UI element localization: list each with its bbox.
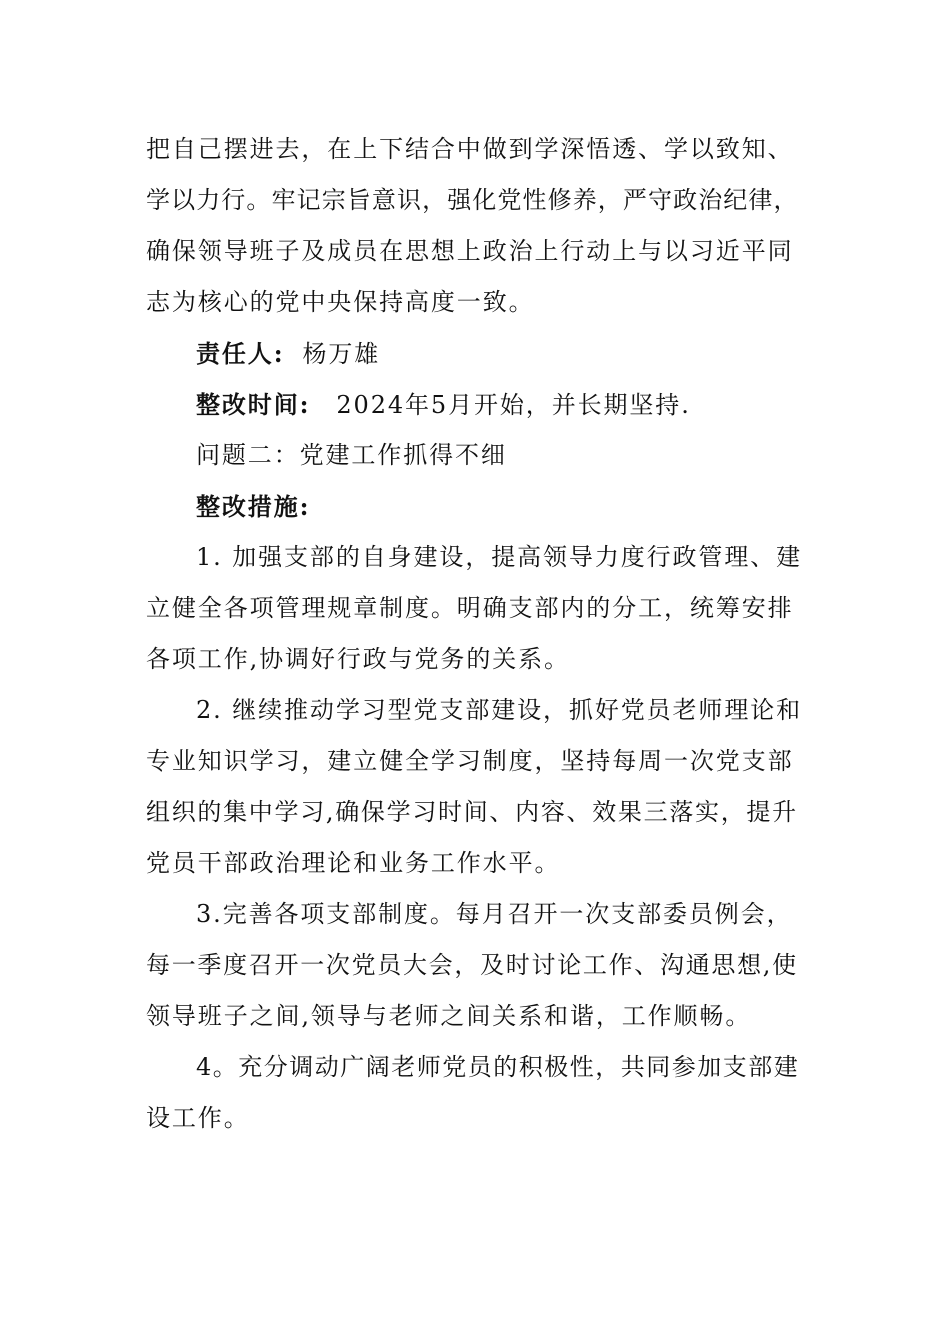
measure-1-line: 立健全各项管理规章制度。明确支部内的分工，统筹安排	[146, 594, 794, 622]
measure-3-line: 3.完善各项支部制度。每月召开一次支部委员例会，	[196, 900, 793, 928]
paragraph-line: 学以力行。牢记宗旨意识，强化党性修养，严守政治纪律，	[146, 186, 799, 214]
responsible-person-line	[146, 328, 802, 379]
paragraph-line: 志为核心的党中央保持高度一致。	[146, 288, 535, 316]
measure-2-line: 党员干部政治理论和业务工作水平。	[146, 849, 561, 877]
measure-4-line: 设工作。	[146, 1104, 250, 1132]
rectify-time-value: 2024年5月开始，并长期坚持.	[336, 391, 691, 419]
problem-two-heading: 问题二：党建工作抓得不细	[196, 441, 507, 469]
measure-3-line: 领导班子之间,领导与老师之间关系和谐，工作顺畅。	[146, 1002, 752, 1030]
measure-1-line: 各项工作,协调好行政与党务的关系。	[146, 645, 570, 673]
measure-1-line: 1. 加强支部的自身建设，提高领导力度行政管理、建	[196, 543, 803, 571]
measure-2-line: 组织的集中学习,确保学习时间、内容、效果三落实，提升	[146, 798, 798, 826]
rectify-time-label: 整改时间:	[196, 390, 311, 419]
paragraph-line: 把自己摆进去，在上下结合中做到学深悟透、学以致知、	[146, 135, 794, 163]
measure-2-line: 专业知识学习，建立健全学习制度，坚持每周一次党支部	[146, 747, 794, 775]
paragraph-line: 确保领导班子及成员在思想上政治上行动上与以习近平同	[146, 237, 794, 265]
rectify-time-line	[146, 379, 802, 430]
measure-3-line: 每一季度召开一次党员大会，及时讨论工作、沟通思想,使	[146, 951, 798, 979]
responsible-label: 责任人:	[196, 339, 285, 368]
measures-heading: 整改措施:	[196, 492, 311, 521]
measure-2-line: 2. 继续推动学习型党支部建设，抓好党员老师理论和	[196, 696, 803, 724]
measure-4-line: 4。充分调动广阔老师党员的积极性，共同参加支部建	[196, 1053, 800, 1081]
document-body	[146, 124, 802, 1144]
responsible-value: 杨万雄	[302, 340, 381, 368]
